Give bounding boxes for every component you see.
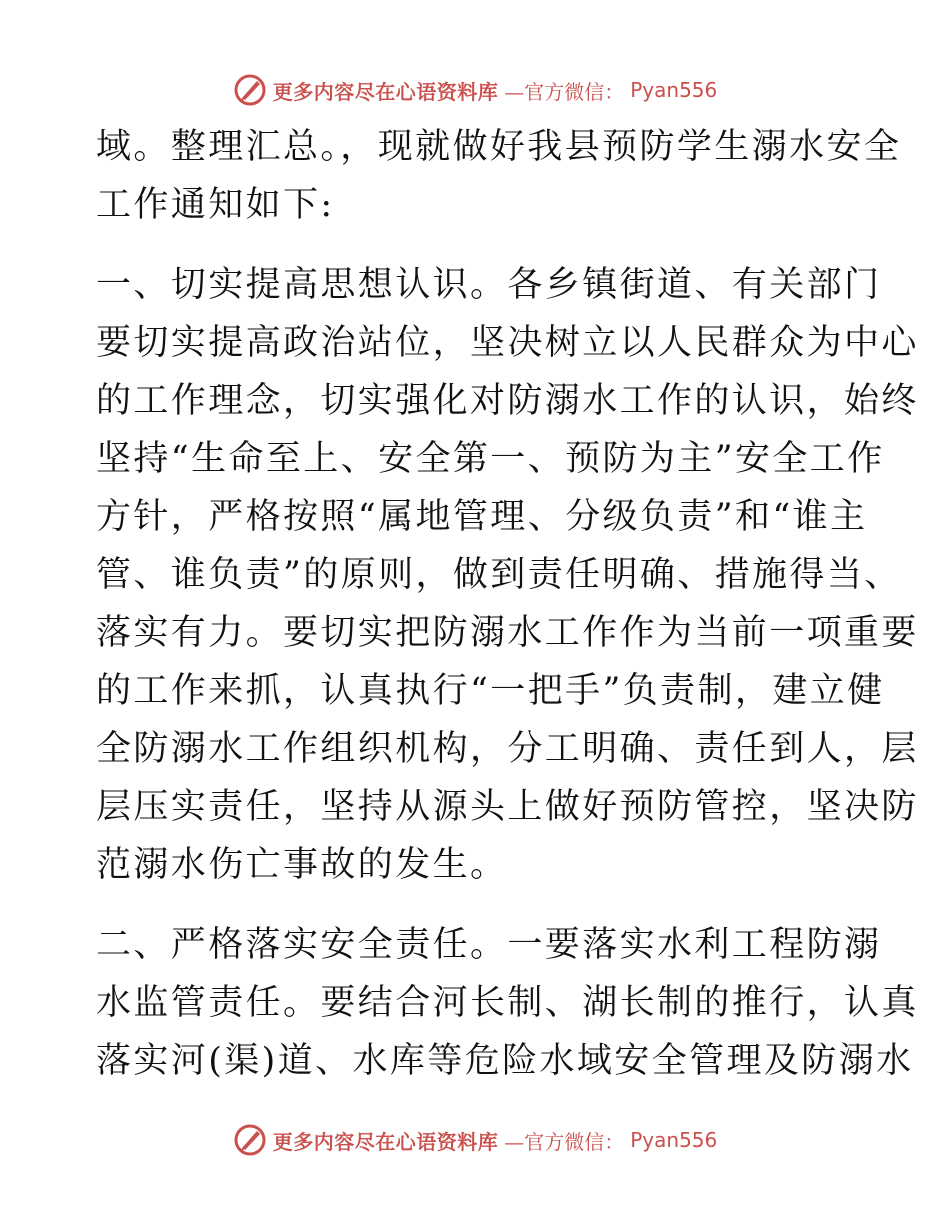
paragraph — [96, 118, 902, 234]
text-line: 层压实责任，坚持从源头上做好预防管控，坚决防 — [96, 787, 919, 827]
text-line: 二、严格落实安全责任。一要落实水利工程防溺 — [96, 925, 882, 965]
watermark-sub: —官方微信： — [504, 1129, 625, 1154]
paragraph — [96, 256, 919, 894]
watermark-brand: 更多内容尽在心语资料库 — [272, 1129, 499, 1154]
text-line: 的工作来抓，认真执行“一把手”负责制，建立健 — [96, 671, 885, 711]
text-line: 坚持“生命至上、安全第一、预防为主”安全工作 — [96, 439, 885, 479]
text-line: 水监管责任。要结合河长制、湖长制的推行，认真 — [96, 983, 919, 1023]
watermark-brand: 更多内容尽在心语资料库 — [272, 79, 499, 104]
watermark-sub: —官方微信： — [504, 79, 625, 104]
text-line: 范溺水伤亡事故的发生。 — [96, 845, 508, 885]
watermark-id: Pyan556 — [630, 78, 718, 102]
text-line: 工作通知如下: — [96, 185, 335, 225]
footer-watermark — [0, 1120, 950, 1160]
text-line: 一、切实提高思想认识。各乡镇街道、有关部门 — [96, 265, 882, 305]
document-body — [96, 118, 919, 1090]
text-line: 方针，严格按照“属地管理、分级负责”和“谁主 — [96, 497, 868, 537]
quill-logo-icon — [233, 73, 267, 107]
text-line: 落实河(渠)道、水库等危险水域安全管理及防溺水 — [96, 1041, 914, 1081]
text-line: 管、谁负责”的原则，做到责任明确、措施得当、 — [96, 555, 902, 595]
text-line: 的工作理念，切实强化对防溺水工作的认识，始终 — [96, 381, 919, 421]
watermark-id: Pyan556 — [630, 1128, 718, 1152]
text-line: 落实有力。要切实把防溺水工作作为当前一项重要 — [96, 613, 919, 653]
text-line: 要切实提高政治站位，坚决树立以人民群众为中心 — [96, 323, 919, 363]
quill-logo-icon — [233, 1123, 267, 1157]
header-watermark — [0, 70, 950, 110]
paragraph — [96, 916, 919, 1090]
text-line: 域。整理汇总。，现就做好我县预防学生溺水安全 — [96, 127, 902, 167]
text-line: 全防溺水工作组织机构，分工明确、责任到人，层 — [96, 729, 919, 769]
